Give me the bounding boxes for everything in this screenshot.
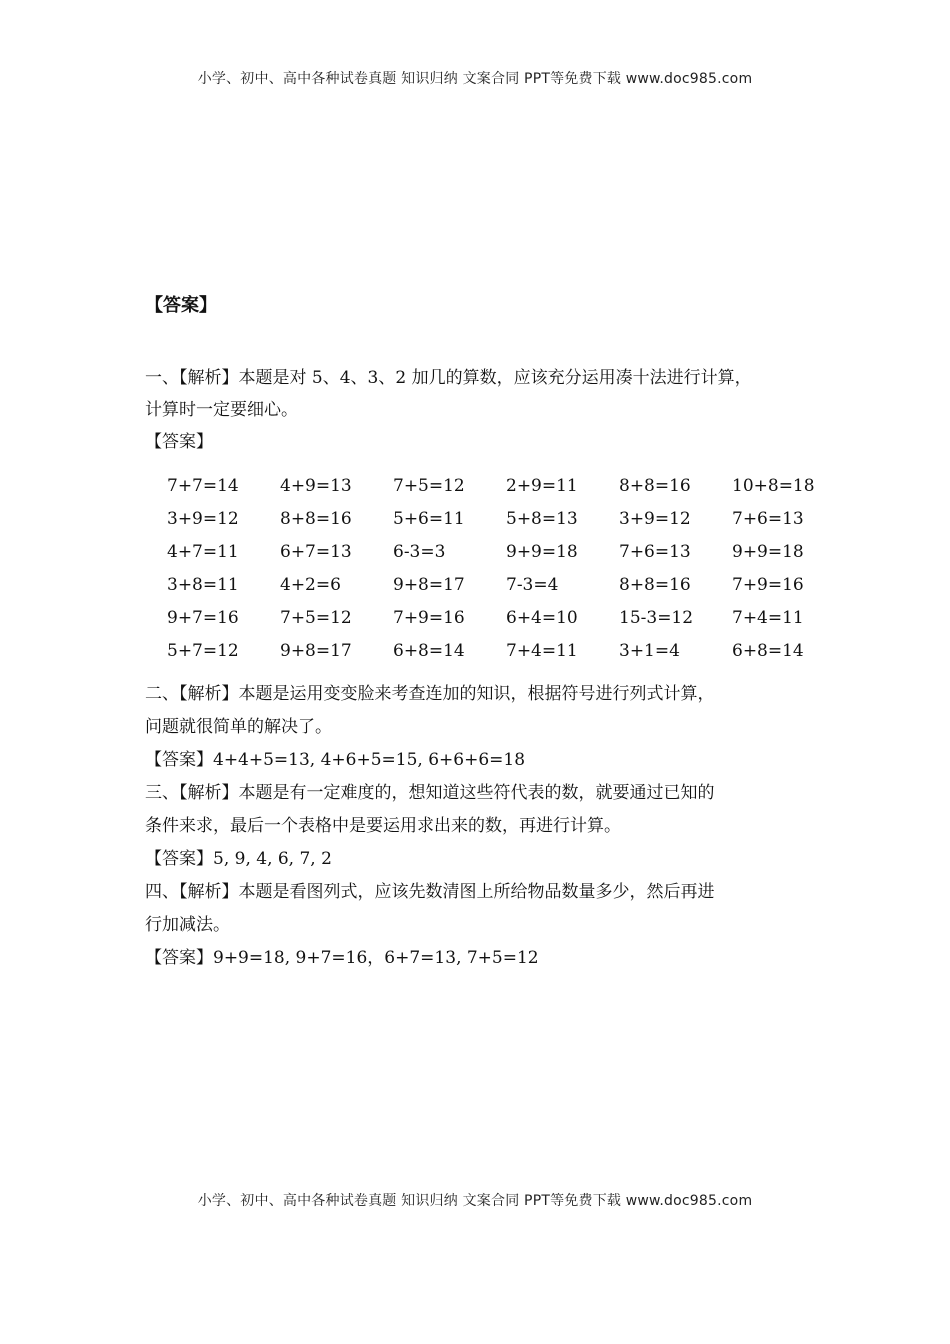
section-1-answer-label: 【答案】 xyxy=(145,432,213,452)
equation-cell: 7+5=12 xyxy=(393,476,465,496)
equation-cell: 4+7=11 xyxy=(167,542,239,562)
section-3-analysis-line-2: 条件来求，最后一个表格中是要运用求出来的数，再进行计算。 xyxy=(145,816,621,836)
page-footer: 小学、初中、高中各种试卷真题 知识归纳 文案合同 PPT等免费下载 www.doc985.com xyxy=(197,1193,753,1209)
section-2-analysis-line-1: 二、【解析】本题是运用变变脸来考查连加的知识，根据符号进行列式计算， xyxy=(145,684,715,704)
section-3-analysis-line-1: 三、【解析】本题是有一定难度的，想知道这些符代表的数，就要通过已知的 xyxy=(145,783,715,803)
section-3-answer: 【答案】5, 9, 4, 6, 7, 2 xyxy=(145,849,332,869)
equation-cell: 7+9=16 xyxy=(393,608,465,628)
equation-cell: 9+8=17 xyxy=(280,641,352,661)
equation-cell: 10+8=18 xyxy=(732,476,815,496)
section-4-analysis-line-2: 行加减法。 xyxy=(145,915,230,935)
equation-cell: 8+8=16 xyxy=(619,476,691,496)
equation-cell: 9+9=18 xyxy=(506,542,578,562)
section-1-analysis-line-1: 一、【解析】本题是对 5、4、3、2 加几的算数，应该充分运用凑十法进行计算， xyxy=(145,368,752,388)
equation-cell: 6-3=3 xyxy=(393,542,446,562)
equation-cell: 9+8=17 xyxy=(393,575,465,595)
equation-cell: 5+7=12 xyxy=(167,641,239,661)
equation-cell: 7+6=13 xyxy=(619,542,691,562)
equation-cell: 7+6=13 xyxy=(732,509,804,529)
equation-grid xyxy=(167,470,825,668)
equation-cell: 7+5=12 xyxy=(280,608,352,628)
equation-cell: 9+7=16 xyxy=(167,608,239,628)
equation-cell: 6+8=14 xyxy=(393,641,465,661)
equation-cell: 6+4=10 xyxy=(506,608,578,628)
answer-heading: 【答案】 xyxy=(145,295,217,316)
equation-cell: 7+7=14 xyxy=(167,476,239,496)
equation-cell: 8+8=16 xyxy=(280,509,352,529)
equation-cell: 3+1=4 xyxy=(619,641,680,661)
section-2-analysis-line-2: 问题就很简单的解决了。 xyxy=(145,717,332,737)
equation-cell: 4+9=13 xyxy=(280,476,352,496)
document-body xyxy=(145,290,825,975)
section-2-answer: 【答案】4+4+5=13, 4+6+5=15, 6+6+6=18 xyxy=(145,750,526,770)
equation-cell: 9+9=18 xyxy=(732,542,804,562)
equation-cell: 5+8=13 xyxy=(506,509,578,529)
equation-cell: 7+4=11 xyxy=(506,641,578,661)
equation-cell: 7+9=16 xyxy=(732,575,804,595)
equation-cell: 2+9=11 xyxy=(506,476,578,496)
equation-cell: 6+8=14 xyxy=(732,641,804,661)
section-4-answer: 【答案】9+9=18, 9+7=16，6+7=13, 7+5=12 xyxy=(145,948,539,968)
equation-cell: 3+8=11 xyxy=(167,575,239,595)
section-1-analysis-line-2: 计算时一定要细心。 xyxy=(145,400,298,420)
equation-cell: 3+9=12 xyxy=(167,509,239,529)
equation-cell: 4+2=6 xyxy=(280,575,341,595)
section-4-analysis-line-1: 四、【解析】本题是看图列式，应该先数清图上所给物品数量多少，然后再进 xyxy=(145,882,715,902)
equation-cell: 5+6=11 xyxy=(393,509,465,529)
equation-cell: 8+8=16 xyxy=(619,575,691,595)
equation-cell: 7+4=11 xyxy=(732,608,804,628)
equation-cell: 7-3=4 xyxy=(506,575,559,595)
equation-cell: 6+7=13 xyxy=(280,542,352,562)
equation-cell: 15-3=12 xyxy=(619,608,694,628)
equation-cell: 3+9=12 xyxy=(619,509,691,529)
page-header: 小学、初中、高中各种试卷真题 知识归纳 文案合同 PPT等免费下载 www.doc985.com xyxy=(197,71,753,87)
